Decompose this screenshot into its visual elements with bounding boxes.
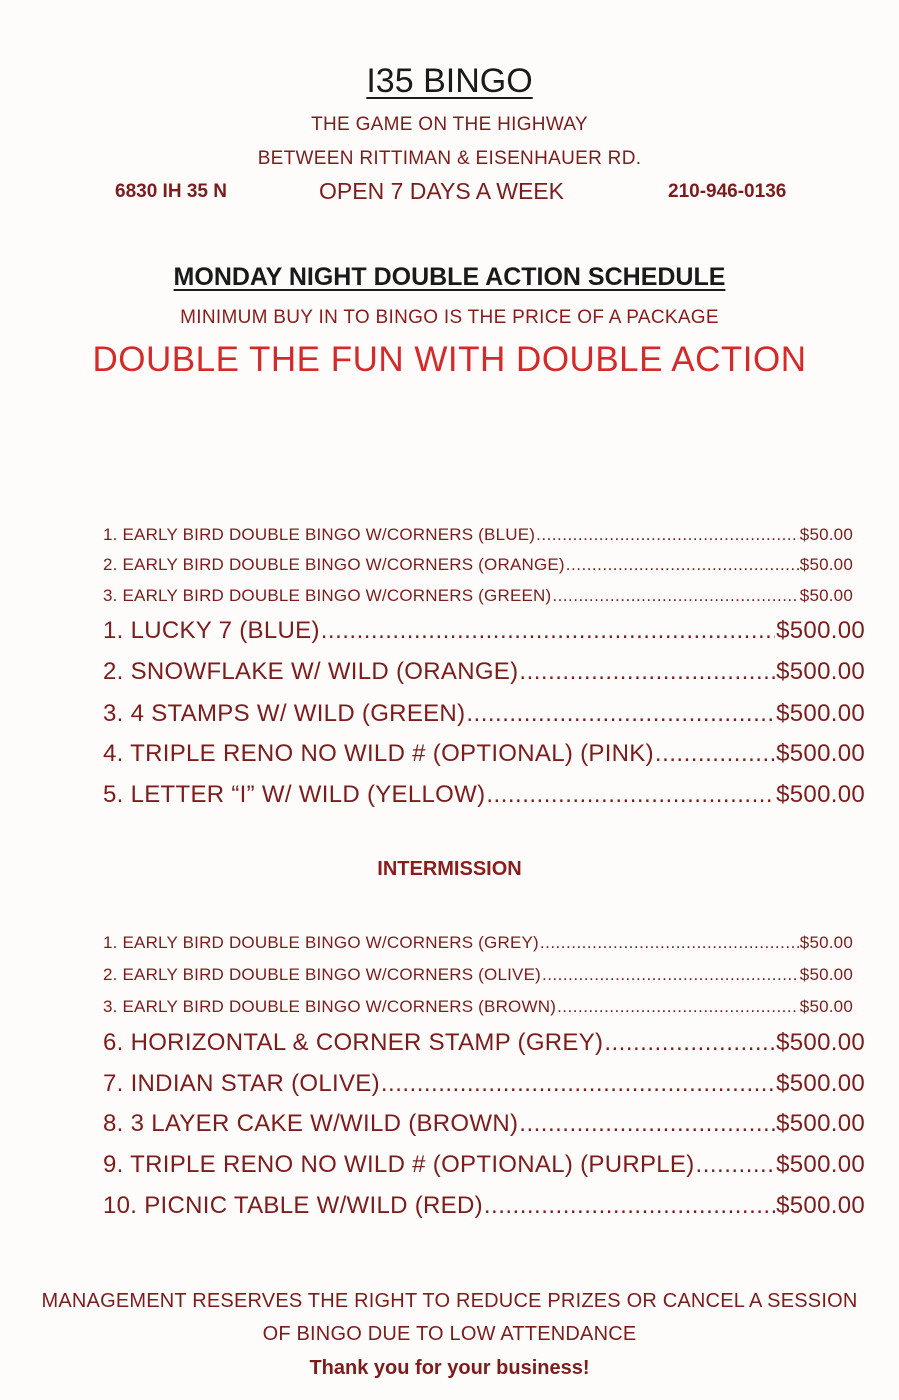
game-label: 2. EARLY BIRD DOUBLE BINGO W/CORNERS (ORANGE) bbox=[103, 555, 565, 574]
early-bird-game bbox=[103, 586, 853, 610]
phone-number: 210-946-0136 bbox=[668, 181, 787, 202]
schedule-title: MONDAY NIGHT DOUBLE ACTION SCHEDULE bbox=[173, 263, 726, 291]
game-prize: $500.00 bbox=[776, 617, 865, 644]
game-prize: $50.00 bbox=[799, 555, 853, 574]
game-prize: $500.00 bbox=[776, 1151, 865, 1178]
game-prize: $500.00 bbox=[776, 1029, 865, 1056]
game-label: 2. EARLY BIRD DOUBLE BINGO W/CORNERS (OLIVE) bbox=[103, 965, 541, 984]
dot-leader bbox=[381, 1070, 775, 1098]
main-game bbox=[103, 781, 865, 815]
game-prize: $500.00 bbox=[776, 1070, 865, 1097]
contact-row bbox=[0, 178, 899, 208]
game-prize: $50.00 bbox=[799, 933, 853, 952]
game-prize: $50.00 bbox=[799, 997, 853, 1016]
location: BETWEEN RITTIMAN & EISENHAUER RD. bbox=[257, 148, 642, 169]
game-label: 3. 4 STAMPS W/ WILD (GREEN) bbox=[103, 700, 466, 727]
game-label: 10. PICNIC TABLE W/WILD (RED) bbox=[103, 1192, 483, 1219]
dot-leader bbox=[566, 555, 799, 575]
game-prize: $50.00 bbox=[799, 965, 853, 984]
game-prize: $500.00 bbox=[776, 781, 865, 808]
game-prize: $50.00 bbox=[799, 586, 853, 605]
dot-leader bbox=[466, 700, 775, 728]
dot-leader bbox=[696, 1151, 776, 1179]
management-notice-cont: OF BINGO DUE TO LOW ATTENDANCE bbox=[262, 1323, 637, 1345]
page-title: I35 BINGO bbox=[366, 62, 533, 100]
intermission-heading: INTERMISSION bbox=[377, 858, 522, 880]
game-label: 1. EARLY BIRD DOUBLE BINGO W/CORNERS (BLUE) bbox=[103, 525, 536, 544]
main-game bbox=[103, 617, 865, 651]
early-bird-game bbox=[103, 555, 853, 579]
game-label: 1. LUCKY 7 (BLUE) bbox=[103, 617, 320, 644]
slogan: DOUBLE THE FUN WITH DOUBLE ACTION bbox=[92, 340, 807, 379]
dot-leader bbox=[519, 1110, 775, 1138]
dot-leader bbox=[552, 586, 798, 606]
game-prize: $500.00 bbox=[776, 1110, 865, 1137]
main-game bbox=[103, 1110, 865, 1144]
game-label: 6. HORIZONTAL & CORNER STAMP (GREY) bbox=[103, 1029, 604, 1056]
early-bird-game bbox=[103, 933, 853, 957]
early-bird-game bbox=[103, 525, 853, 549]
game-label: 9. TRIPLE RENO NO WILD # (OPTIONAL) (PURPLE) bbox=[103, 1151, 695, 1178]
game-label: 2. SNOWFLAKE W/ WILD (ORANGE) bbox=[103, 658, 519, 685]
main-game bbox=[103, 1151, 865, 1185]
dot-leader bbox=[557, 997, 799, 1017]
hours: OPEN 7 DAYS A WEEK bbox=[319, 178, 564, 204]
game-label: 3. EARLY BIRD DOUBLE BINGO W/CORNERS (BROWN) bbox=[103, 997, 557, 1016]
dot-leader bbox=[604, 1029, 775, 1057]
main-game bbox=[103, 700, 865, 734]
dot-leader bbox=[484, 1192, 775, 1220]
game-prize: $500.00 bbox=[776, 1192, 865, 1219]
main-game bbox=[103, 1192, 865, 1226]
management-notice: MANAGEMENT RESERVES THE RIGHT TO REDUCE PRIZES OR CANCEL A SESSION bbox=[41, 1290, 858, 1312]
game-prize: $500.00 bbox=[776, 740, 865, 767]
game-prize: $500.00 bbox=[776, 658, 865, 685]
thank-you-message: Thank you for your business! bbox=[309, 1357, 590, 1379]
dot-leader bbox=[536, 525, 799, 545]
main-game bbox=[103, 658, 865, 692]
dot-leader bbox=[655, 740, 775, 768]
dot-leader bbox=[519, 658, 775, 686]
early-bird-game bbox=[103, 997, 853, 1021]
game-prize: $50.00 bbox=[799, 525, 853, 544]
game-label: 7. INDIAN STAR (OLIVE) bbox=[103, 1070, 380, 1097]
main-game bbox=[103, 1070, 865, 1104]
min-buy-in-notice: MINIMUM BUY IN TO BINGO IS THE PRICE OF A PACKAGE bbox=[180, 307, 719, 328]
main-game bbox=[103, 1029, 865, 1063]
dot-leader bbox=[321, 617, 775, 645]
game-label: 5. LETTER “I” W/ WILD (YELLOW) bbox=[103, 781, 486, 808]
early-bird-game bbox=[103, 965, 853, 989]
game-prize: $500.00 bbox=[776, 700, 865, 727]
tagline: THE GAME ON THE HIGHWAY bbox=[311, 114, 588, 135]
dot-leader bbox=[542, 965, 799, 985]
main-game bbox=[103, 740, 865, 774]
game-label: 8. 3 LAYER CAKE W/WILD (BROWN) bbox=[103, 1110, 519, 1137]
dot-leader bbox=[486, 781, 775, 809]
address: 6830 IH 35 N bbox=[115, 181, 227, 202]
game-label: 3. EARLY BIRD DOUBLE BINGO W/CORNERS (GREEN) bbox=[103, 586, 552, 605]
game-label: 4. TRIPLE RENO NO WILD # (OPTIONAL) (PINK) bbox=[103, 740, 654, 767]
dot-leader bbox=[540, 933, 799, 953]
game-label: 1. EARLY BIRD DOUBLE BINGO W/CORNERS (GREY) bbox=[103, 933, 539, 952]
